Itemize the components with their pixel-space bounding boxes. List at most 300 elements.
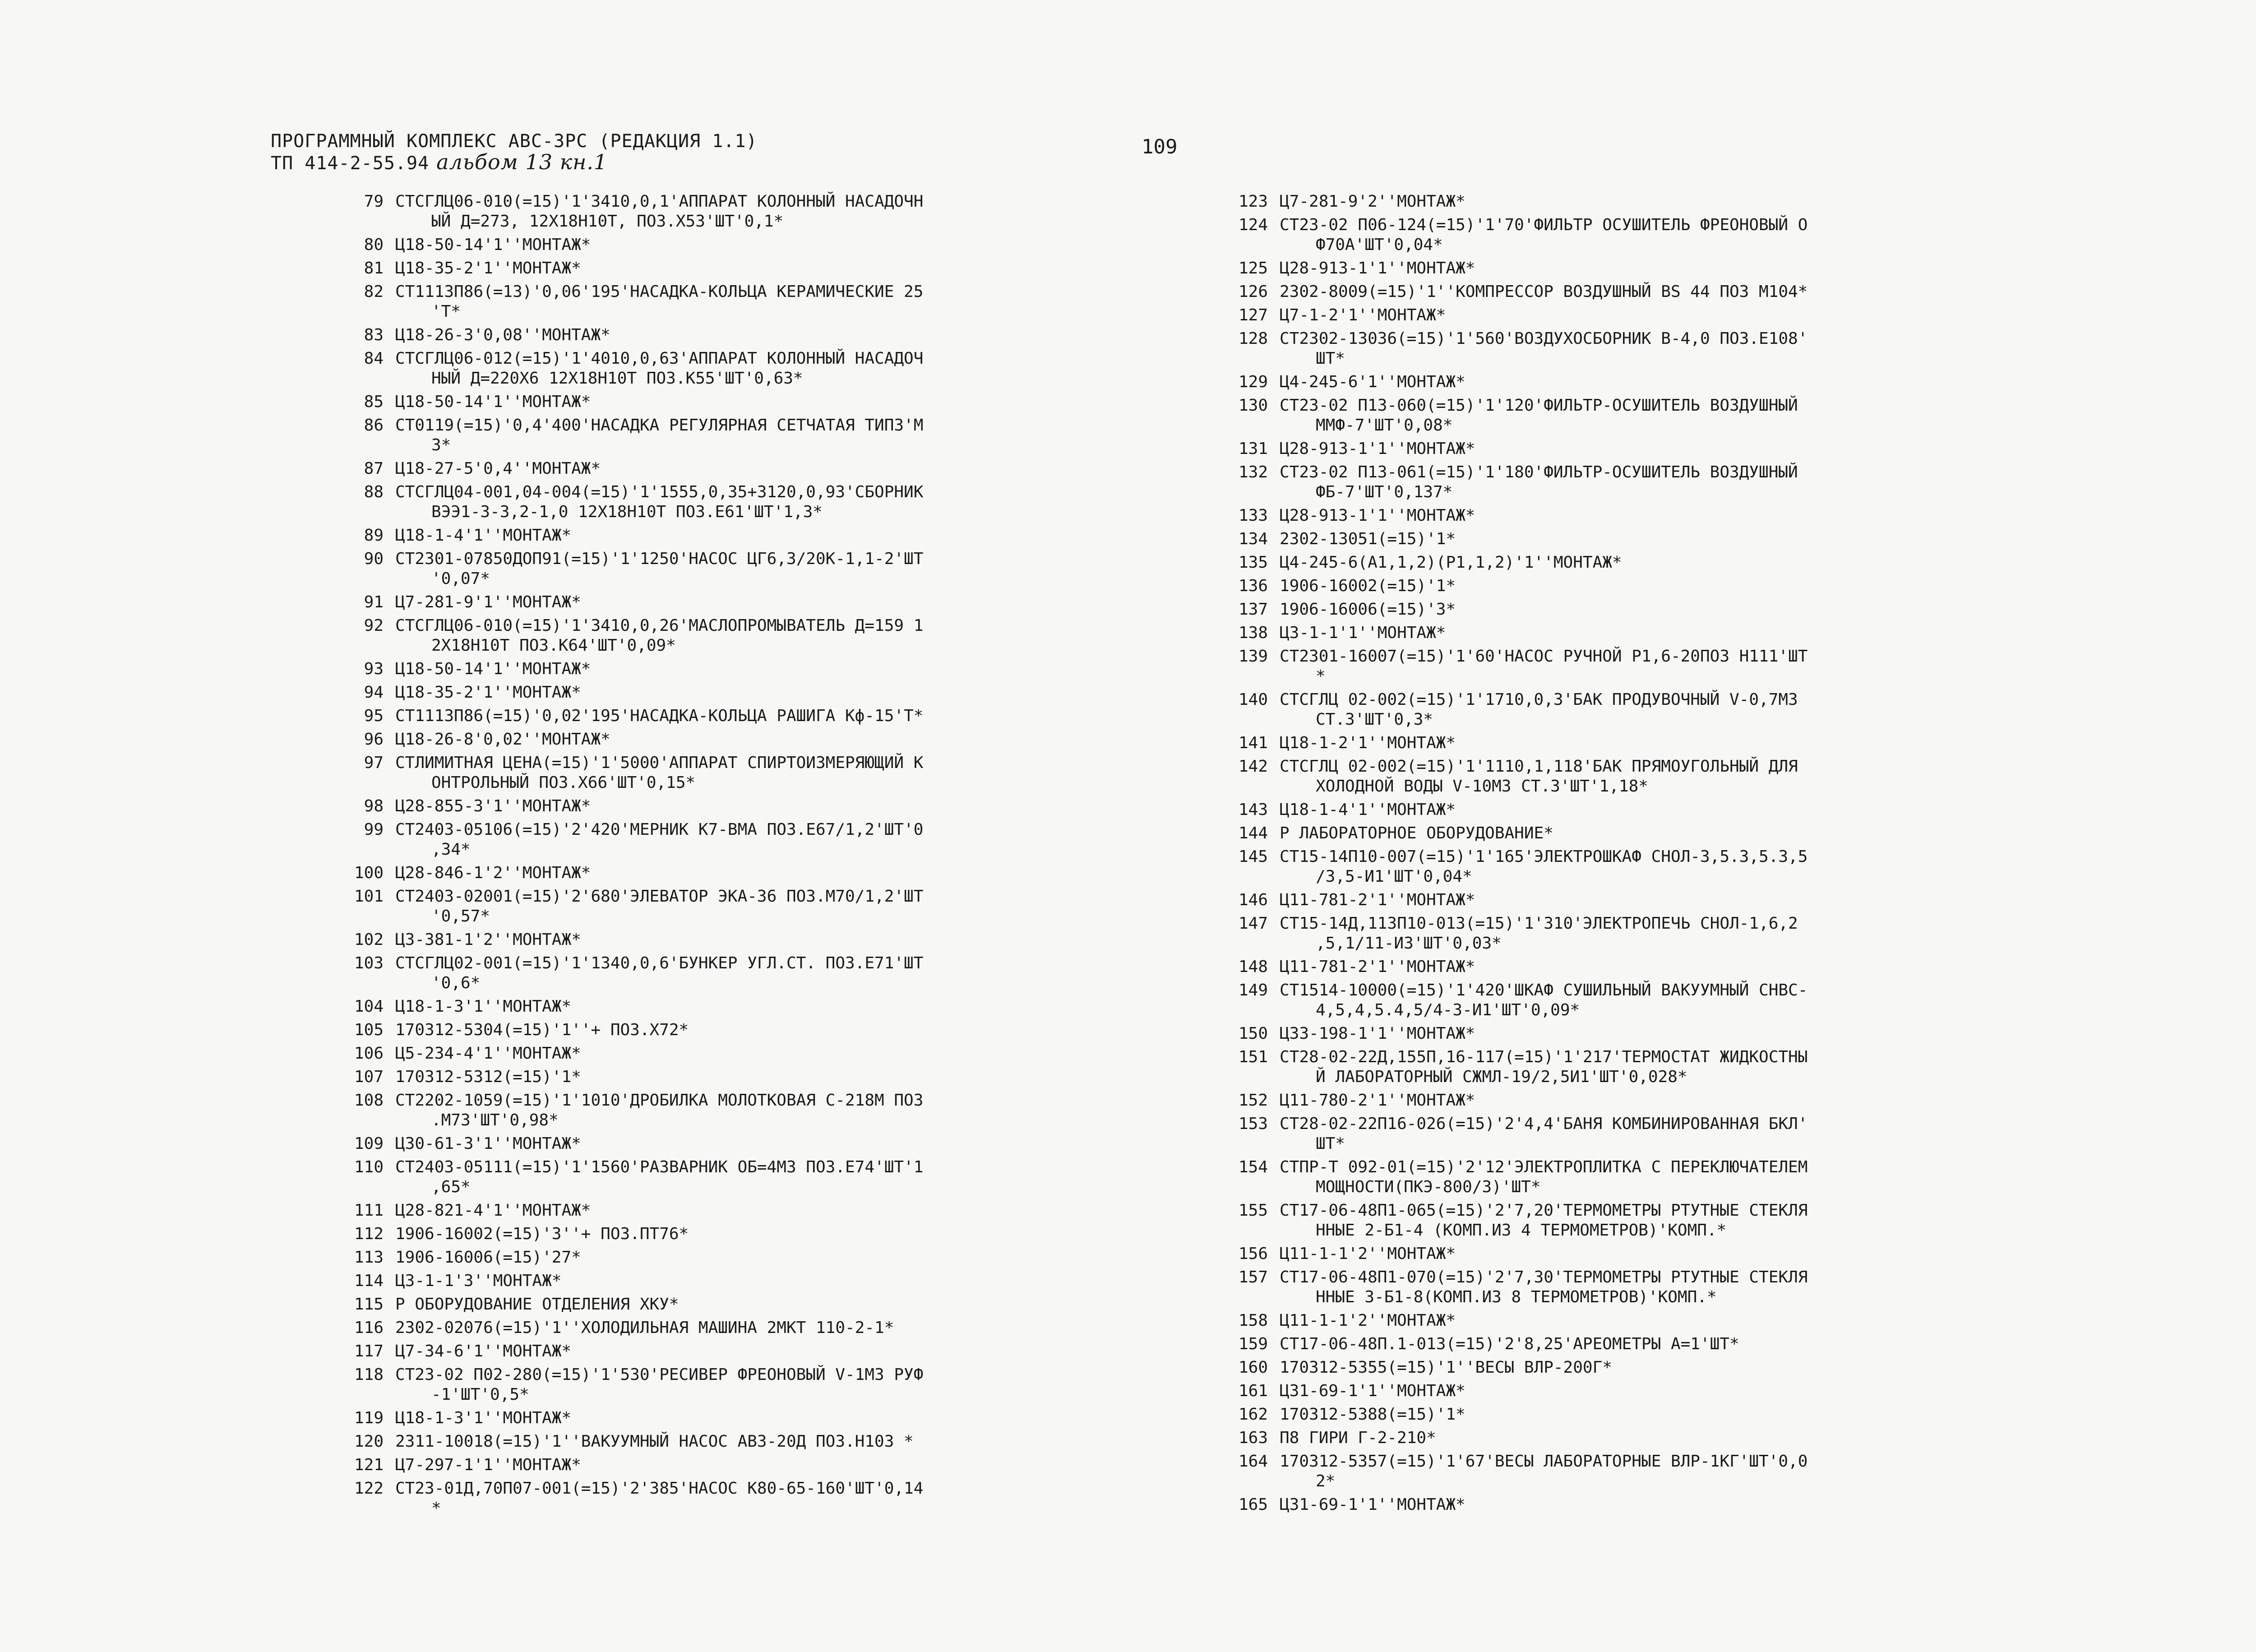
record-line: 2302-8009(=15)'1''КОМПРЕССОР ВОЗДУШНЫЙ ВS 44 ПОЗ М104* (1280, 282, 1808, 301)
record-number: 108 (354, 1091, 384, 1110)
record-text (395, 1318, 1164, 1338)
record-number: 152 (1238, 1091, 1268, 1110)
record-number: 80 (364, 236, 384, 254)
record-text (395, 820, 1164, 860)
record-line: СТ23-02 П13-060(=15)'1'120'ФИЛЬТР-ОСУШИТЕЛЬ ВОЗДУШНЫЙ (1280, 396, 1798, 415)
record-text (395, 416, 1164, 455)
record-line: СТ23-02 П02-280(=15)'1'530'РЕСИВЕР ФРЕОНОВЫЙ V-1М3 РУФ (395, 1365, 924, 1384)
record-row (1200, 600, 2057, 620)
record-number: 162 (1238, 1405, 1268, 1424)
record-line: Ц18-50-14'1''МОНТАЖ* (395, 393, 591, 411)
record-row (316, 1134, 1164, 1154)
record-text (1280, 305, 2057, 325)
record-number: 143 (1238, 801, 1268, 819)
record-number: 87 (364, 459, 384, 478)
record-line: СТ23-02 П13-061(=15)'1'180'ФИЛЬТР-ОСУШИТЕЛЬ ВОЗДУШНЫЙ (1280, 463, 1798, 481)
record-row (1200, 914, 2057, 953)
record-text (395, 1201, 1164, 1221)
record-line: ,65* (431, 1178, 471, 1196)
record-text (395, 796, 1164, 816)
record-line: 2302-02076(=15)'1''ХОЛОДИЛЬНАЯ МАШИНА 2МКТ 110-2-1* (395, 1319, 894, 1337)
record-row (316, 526, 1164, 546)
record-line: Ц4-245-6'1''МОНТАЖ* (1280, 373, 1465, 391)
record-text (395, 282, 1164, 322)
record-line: Ц5-234-4'1''МОНТАЖ* (395, 1044, 581, 1063)
record-number: 98 (364, 797, 384, 815)
record-text (1280, 1405, 2057, 1425)
record-row (316, 997, 1164, 1017)
record-line: СТ28-02-22П16-026(=15)'2'4,4'БАНЯ КОМБИНИРОВАННАЯ БКЛ' (1280, 1115, 1808, 1133)
record-text (1280, 396, 2057, 435)
record-number: 94 (364, 683, 384, 702)
record-line: СТ17-06-48П1-070(=15)'2'7,30'ТЕРМОМЕТРЫ РТУТНЫЕ СТЕКЛЯ (1280, 1268, 1808, 1286)
record-line: СТ17-06-48П.1-013(=15)'2'8,25'АРЕОМЕТРЫ А=1'ШТ* (1280, 1335, 1739, 1353)
record-row (316, 1318, 1164, 1338)
record-line: СТ23-02 П06-124(=15)'1'70'ФИЛЬТР ОСУШИТЕЛЬ ФРЕОНОВЫЙ О (1280, 216, 1808, 234)
record-row (1200, 957, 2057, 977)
record-line: Ц28-913-1'1''МОНТАЖ* (1280, 506, 1475, 525)
record-text (1280, 1024, 2057, 1044)
record-row (1200, 890, 2057, 910)
record-text (395, 1295, 1164, 1314)
record-text (1280, 1311, 2057, 1331)
record-number: 138 (1238, 624, 1268, 642)
record-text (395, 1342, 1164, 1361)
record-row (1200, 733, 2057, 753)
record-number: 90 (364, 550, 384, 568)
record-line: 170312-5355(=15)'1''ВЕСЫ ВЛР-200Г* (1280, 1358, 1612, 1377)
record-text (1280, 1091, 2057, 1111)
record-line: 1906-16006(=15)'3* (1280, 600, 1456, 619)
record-text (395, 1455, 1164, 1475)
document-header (271, 131, 758, 174)
record-line: * (1316, 667, 1326, 685)
record-number: 122 (354, 1479, 384, 1498)
record-line: Ц28-913-1'1''МОНТАЖ* (1280, 259, 1475, 278)
record-text (1280, 1381, 2057, 1401)
record-line: Ц7-297-1'1''МОНТАЖ* (395, 1456, 581, 1474)
record-text (395, 482, 1164, 522)
record-text (395, 863, 1164, 883)
record-text (395, 1020, 1164, 1040)
header-code: ТП 414-2-55.94 (271, 153, 430, 174)
record-line: Ц18-50-14'1''МОНТАЖ* (395, 660, 591, 678)
record-text (1280, 372, 2057, 392)
record-row (316, 753, 1164, 793)
record-number: 106 (354, 1044, 384, 1063)
record-text (1280, 553, 2057, 573)
record-line: Ц18-26-3'0,08''МОНТАЖ* (395, 326, 610, 344)
record-line: Ц18-1-2'1''МОНТАЖ* (1280, 734, 1456, 752)
record-text (1280, 824, 2057, 843)
record-line: '0,57* (431, 907, 490, 925)
record-row (1200, 282, 2057, 302)
record-line: МОЩНОСТИ(ПКЭ-800/3)'ШТ* (1316, 1178, 1541, 1196)
record-number: 132 (1238, 463, 1268, 481)
record-line: Ц18-35-2'1''МОНТАЖ* (395, 259, 581, 278)
record-row (1200, 1047, 2057, 1087)
record-row (316, 1479, 1164, 1518)
record-line: СТСГЛЦ04-001,04-004(=15)'1'1555,0,35+3120,0,93'СБОРНИК (395, 483, 924, 501)
record-number: 91 (364, 593, 384, 611)
record-number: 136 (1238, 577, 1268, 595)
record-text (1280, 1268, 2057, 1307)
record-line: Ц11-1-1'2''МОНТАЖ* (1280, 1245, 1456, 1263)
record-text (1280, 329, 2057, 369)
record-text (395, 1408, 1164, 1428)
record-row (1200, 1452, 2057, 1491)
record-text (395, 953, 1164, 993)
record-number: 88 (364, 483, 384, 501)
record-text (395, 349, 1164, 389)
record-line: СТ15-14П10-007(=15)'1'165'ЭЛЕКТРОШКАФ СНОЛ-3,5.3,5.3,5 (1280, 847, 1808, 866)
record-line: Ц18-1-3'1''МОНТАЖ* (395, 1409, 572, 1427)
record-row (1200, 1157, 2057, 1197)
record-row (316, 592, 1164, 612)
record-line: Ц18-26-8'0,02''МОНТАЖ* (395, 730, 610, 749)
record-text (395, 1248, 1164, 1268)
record-row (1200, 1268, 2057, 1307)
record-row (316, 706, 1164, 726)
record-line: .М73'ШТ'0,98* (431, 1111, 559, 1129)
record-line: Ц18-1-3'1''МОНТАЖ* (395, 997, 572, 1016)
record-row (1200, 1381, 2057, 1401)
record-number: 141 (1238, 734, 1268, 752)
record-line: * (431, 1499, 441, 1518)
record-line: Ц11-781-2'1''МОНТАЖ* (1280, 958, 1475, 976)
record-text (395, 192, 1164, 231)
record-number: 149 (1238, 981, 1268, 1000)
record-text (395, 730, 1164, 750)
record-text (395, 683, 1164, 703)
record-row (316, 730, 1164, 750)
record-row (1200, 981, 2057, 1020)
record-line: СТ2301-16007(=15)'1'60'НАСОС РУЧНОЙ Р1,6-20ПОЗ Н111'ШТ (1280, 647, 1808, 666)
record-number: 110 (354, 1158, 384, 1176)
record-number: 82 (364, 282, 384, 301)
record-row (316, 1201, 1164, 1221)
record-line: 3* (431, 436, 451, 454)
record-line: Ц3-381-1'2''МОНТАЖ* (395, 930, 581, 949)
record-number: 89 (364, 526, 384, 545)
record-text (1280, 1047, 2057, 1087)
record-number: 159 (1238, 1335, 1268, 1353)
record-number: 116 (354, 1319, 384, 1337)
record-text (1280, 1157, 2057, 1197)
record-line: СТ2301-07850ДОП91(=15)'1'1250'НАСОС ЦГ6,3/20К-1,1-2'ШТ (395, 550, 924, 568)
record-number: 137 (1238, 600, 1268, 619)
record-number: 158 (1238, 1311, 1268, 1330)
record-row (1200, 506, 2057, 526)
record-line: Ц18-1-4'1''МОНТАЖ* (1280, 801, 1456, 819)
record-row (1200, 690, 2057, 730)
record-number: 124 (1238, 216, 1268, 234)
record-row (316, 1365, 1164, 1405)
record-row (316, 549, 1164, 589)
record-row (316, 259, 1164, 278)
record-text (1280, 506, 2057, 526)
record-row (1200, 259, 2057, 278)
record-row (1200, 372, 2057, 392)
record-line: ШТ* (1316, 1134, 1345, 1153)
record-line: Ц7-281-9'2''МОНТАЖ* (1280, 192, 1465, 211)
record-text (1280, 1358, 2057, 1378)
record-line: Ц18-50-14'1''МОНТАЖ* (395, 236, 591, 254)
record-line: 1906-16006(=15)'27* (395, 1248, 581, 1267)
record-number: 155 (1238, 1201, 1268, 1220)
record-number: 129 (1238, 373, 1268, 391)
record-number: 121 (354, 1456, 384, 1474)
record-row (316, 887, 1164, 926)
record-text (1280, 690, 2057, 730)
record-row (1200, 824, 2057, 843)
record-line: ОНТРОЛЬНЫЙ ПОЗ.Х66'ШТ'0,15* (431, 773, 696, 792)
record-line: Ц31-69-1'1''МОНТАЖ* (1280, 1382, 1465, 1400)
record-row (316, 1295, 1164, 1314)
record-number: 97 (364, 754, 384, 772)
record-row (316, 1408, 1164, 1428)
record-line: ШТ* (1316, 349, 1345, 368)
record-number: 161 (1238, 1382, 1268, 1400)
record-number: 125 (1238, 259, 1268, 278)
record-line: СТСГЛЦ 02-002(=15)'1'1710,0,3'БАК ПРОДУВОЧНЫЙ V-0,7М3 (1280, 690, 1798, 709)
record-row (1200, 1201, 2057, 1240)
record-line: СТСГЛЦ06-010(=15)'1'3410,0,1'АППАРАТ КОЛОННЫЙ НАСАДОЧН (395, 192, 924, 211)
record-text (1280, 890, 2057, 910)
record-text (1280, 623, 2057, 643)
record-number: 164 (1238, 1452, 1268, 1471)
record-text (1280, 981, 2057, 1020)
record-text (1280, 757, 2057, 796)
record-line: '0,07* (431, 569, 490, 588)
record-line: Ц3-1-1'3''МОНТАЖ* (395, 1272, 562, 1290)
record-text (1280, 576, 2057, 596)
record-number: 119 (354, 1409, 384, 1427)
record-row (1200, 439, 2057, 459)
record-number: 107 (354, 1068, 384, 1086)
record-text (1280, 733, 2057, 753)
record-line: 170312-5304(=15)'1''+ ПОЗ.Х72* (395, 1021, 689, 1039)
record-number: 145 (1238, 847, 1268, 866)
record-text (395, 753, 1164, 793)
record-line: 2* (1316, 1472, 1336, 1490)
record-text (1280, 1114, 2057, 1154)
record-number: 131 (1238, 440, 1268, 458)
record-row (1200, 847, 2057, 887)
record-row (1200, 1405, 2057, 1425)
record-line: 'Т* (431, 302, 461, 321)
record-row (1200, 1244, 2057, 1264)
record-text (395, 459, 1164, 479)
record-row (316, 1248, 1164, 1268)
record-line: СТ2302-13036(=15)'1'560'ВОЗДУХОСБОРНИК В-4,0 ПОЗ.Е108' (1280, 329, 1808, 348)
record-row (1200, 553, 2057, 573)
record-number: 135 (1238, 553, 1268, 572)
record-line: СТ1113П86(=15)'0,02'195'НАСАДКА-КОЛЬЦА РАШИГА Кф-15'Т* (395, 707, 924, 725)
record-number: 81 (364, 259, 384, 278)
record-row (316, 1157, 1164, 1197)
record-row (1200, 1334, 2057, 1354)
record-text (395, 1067, 1164, 1087)
record-text (1280, 463, 2057, 502)
record-number: 146 (1238, 891, 1268, 909)
record-text (1280, 1495, 2057, 1515)
record-line: СТ2403-02001(=15)'2'680'ЭЛЕВАТОР ЭКА-36 ПОЗ.М70/1,2'ШТ (395, 887, 924, 906)
record-row (316, 416, 1164, 455)
record-line: Ц3-1-1'1''МОНТАЖ* (1280, 624, 1446, 642)
record-line: Ц28-846-1'2''МОНТАЖ* (395, 864, 591, 882)
record-line: ХОЛОДНОЙ ВОДЫ V-10М3 СТ.3'ШТ'1,18* (1316, 777, 1648, 796)
record-row (316, 659, 1164, 679)
record-line: ННЫЕ 3-Б1-8(КОМП.ИЗ 8 ТЕРМОМЕТРОВ)'КОМП.* (1316, 1288, 1717, 1306)
record-text (395, 997, 1164, 1017)
record-text (395, 549, 1164, 589)
record-row (316, 1067, 1164, 1087)
record-text (1280, 1334, 2057, 1354)
record-line: /3,5-И1'ШТ'0,04* (1316, 867, 1472, 886)
record-text (1280, 647, 2057, 686)
record-row (1200, 1114, 2057, 1154)
record-text (395, 592, 1164, 612)
record-row (316, 1271, 1164, 1291)
record-row (316, 616, 1164, 656)
record-line: СТ15-14Д,113П10-013(=15)'1'310'ЭЛЕКТРОПЕЧЬ СНОЛ-1,6,2 (1280, 914, 1798, 933)
record-line: Ц11-781-2'1''МОНТАЖ* (1280, 891, 1475, 909)
record-number: 92 (364, 616, 384, 635)
record-number: 93 (364, 660, 384, 678)
record-row (1200, 1311, 2057, 1331)
record-text (395, 1157, 1164, 1197)
record-line: -1'ШТ'0,5* (431, 1385, 529, 1404)
record-line: Ц28-913-1'1''МОНТАЖ* (1280, 440, 1475, 458)
record-text (395, 235, 1164, 255)
record-row (316, 459, 1164, 479)
record-number: 151 (1238, 1048, 1268, 1066)
record-number: 100 (354, 864, 384, 882)
record-line: 1906-16002(=15)'1* (1280, 577, 1456, 595)
record-row (316, 1044, 1164, 1064)
record-text (395, 259, 1164, 278)
record-line: СТ2403-05106(=15)'2'420'МЕРНИК К7-ВМА ПОЗ.Е67/1,2'ШТ'0 (395, 820, 924, 839)
header-line-1: ПРОГРАММНЫЙ КОМПЛЕКС АВС-ЗРС (РЕДАКЦИЯ 1.1) (271, 131, 758, 152)
record-line: Р ЛАБОРАТОРНОЕ ОБОРУДОВАНИЕ* (1280, 824, 1553, 842)
record-text (395, 1224, 1164, 1244)
record-line: Й ЛАБОРАТОРНЫЙ СЖМЛ-19/2,5И1'ШТ'0,028* (1316, 1068, 1687, 1086)
record-row (316, 1224, 1164, 1244)
record-number: 79 (364, 192, 384, 211)
record-row (1200, 1495, 2057, 1515)
record-row (1200, 647, 2057, 686)
record-row (1200, 329, 2057, 369)
record-text (1280, 192, 2057, 212)
record-number: 154 (1238, 1158, 1268, 1176)
record-line: 2Х18Н10Т ПОЗ.К64'ШТ'0,09* (431, 636, 676, 655)
record-text (395, 526, 1164, 546)
record-number: 140 (1238, 690, 1268, 709)
record-text (1280, 282, 2057, 302)
left-column (316, 192, 1164, 1522)
header-line-2 (271, 152, 758, 174)
record-line: 170312-5312(=15)'1* (395, 1068, 581, 1086)
record-line: Ц33-198-1'1''МОНТАЖ* (1280, 1024, 1475, 1043)
record-number: 95 (364, 707, 384, 725)
record-text (1280, 259, 2057, 278)
record-number: 153 (1238, 1115, 1268, 1133)
record-text (395, 930, 1164, 950)
record-row (316, 1455, 1164, 1475)
record-line: СТ2202-1059(=15)'1'1010'ДРОБИЛКА МОЛОТКОВАЯ С-218М ПОЗ (395, 1091, 924, 1110)
record-row (316, 683, 1164, 703)
record-row (316, 953, 1164, 993)
record-text (1280, 600, 2057, 620)
record-row (316, 282, 1164, 322)
record-number: 114 (354, 1272, 384, 1290)
record-text (1280, 847, 2057, 887)
right-column (1200, 192, 2057, 1518)
record-line: СТ2403-05111(=15)'1'1560'РАЗВАРНИК ОБ=4М3 ПОЗ.Е74'ШТ'1 (395, 1158, 924, 1176)
record-number: 109 (354, 1134, 384, 1153)
record-line: ЫЙ Д=273, 12Х18Н10Т, ПОЗ.Х53'ШТ'0,1* (431, 212, 784, 231)
record-line: 2311-10018(=15)'1''ВАКУУМНЫЙ НАСОС АВЗ-20Д ПОЗ.Н103 * (395, 1432, 914, 1451)
record-number: 147 (1238, 914, 1268, 933)
record-number: 148 (1238, 958, 1268, 976)
record-line: Ц11-780-2'1''МОНТАЖ* (1280, 1091, 1475, 1110)
record-line: СТПР-Т 092-01(=15)'2'12'ЭЛЕКТРОПЛИТКА С ПЕРЕКЛЮЧАТЕЛЕМ (1280, 1158, 1808, 1176)
record-line: СТ17-06-48П1-065(=15)'2'7,20'ТЕРМОМЕТРЫ РТУТНЫЕ СТЕКЛЯ (1280, 1201, 1808, 1220)
record-line: Ц30-61-3'1''МОНТАЖ* (395, 1134, 581, 1153)
record-row (1200, 1358, 2057, 1378)
record-number: 127 (1238, 306, 1268, 324)
record-number: 103 (354, 954, 384, 972)
record-line: ,5,1/11-И3'ШТ'0,03* (1316, 934, 1502, 953)
record-row (1200, 529, 2057, 549)
record-row (316, 482, 1164, 522)
record-line: СТСГЛЦ02-001(=15)'1'1340,0,6'БУНКЕР УГЛ.СТ. ПОЗ.Е71'ШТ (395, 954, 924, 972)
record-line: '0,6* (431, 974, 481, 992)
record-row (316, 1342, 1164, 1361)
record-number: 101 (354, 887, 384, 906)
record-line: ,34* (431, 840, 471, 859)
record-line: 170312-5388(=15)'1* (1280, 1405, 1465, 1424)
record-line: СТ1514-10000(=15)'1'420'ШКАФ СУШИЛЬНЫЙ ВАКУУМНЫЙ СНВС- (1280, 981, 1808, 1000)
record-text (395, 1044, 1164, 1064)
record-row (1200, 305, 2057, 325)
record-line: Ц18-35-2'1''МОНТАЖ* (395, 683, 581, 702)
record-line: Ц7-34-6'1''МОНТАЖ* (395, 1342, 572, 1360)
record-row (1200, 1091, 2057, 1111)
record-line: СТ23-01Д,70П07-001(=15)'2'385'НАСОС К80-65-160'ШТ'0,14 (395, 1479, 924, 1498)
record-number: 84 (364, 349, 384, 368)
record-line: Ф70А'ШТ'0,04* (1316, 236, 1443, 254)
record-number: 96 (364, 730, 384, 749)
record-text (1280, 1244, 2057, 1264)
record-line: 4,5,4,5.4,5/4-3-И1'ШТ'0,09* (1316, 1001, 1580, 1019)
record-line: СТ.3'ШТ'0,3* (1316, 710, 1433, 729)
record-line: Ц28-821-4'1''МОНТАЖ* (395, 1201, 591, 1220)
record-row (1200, 623, 2057, 643)
record-row (1200, 1428, 2057, 1448)
record-row (316, 796, 1164, 816)
record-number: 120 (354, 1432, 384, 1451)
record-text (1280, 215, 2057, 255)
record-line: 1906-16002(=15)'3''+ ПОЗ.ПТ76* (395, 1225, 689, 1243)
record-line: ВЭЭ1-3-3,2-1,0 12Х18Н10Т ПОЗ.Е61'ШТ'1,3* (431, 503, 823, 521)
record-number: 123 (1238, 192, 1268, 211)
record-number: 150 (1238, 1024, 1268, 1043)
record-line: ФБ-7'ШТ'0,137* (1316, 483, 1453, 501)
record-text (395, 887, 1164, 926)
record-number: 126 (1238, 282, 1268, 301)
